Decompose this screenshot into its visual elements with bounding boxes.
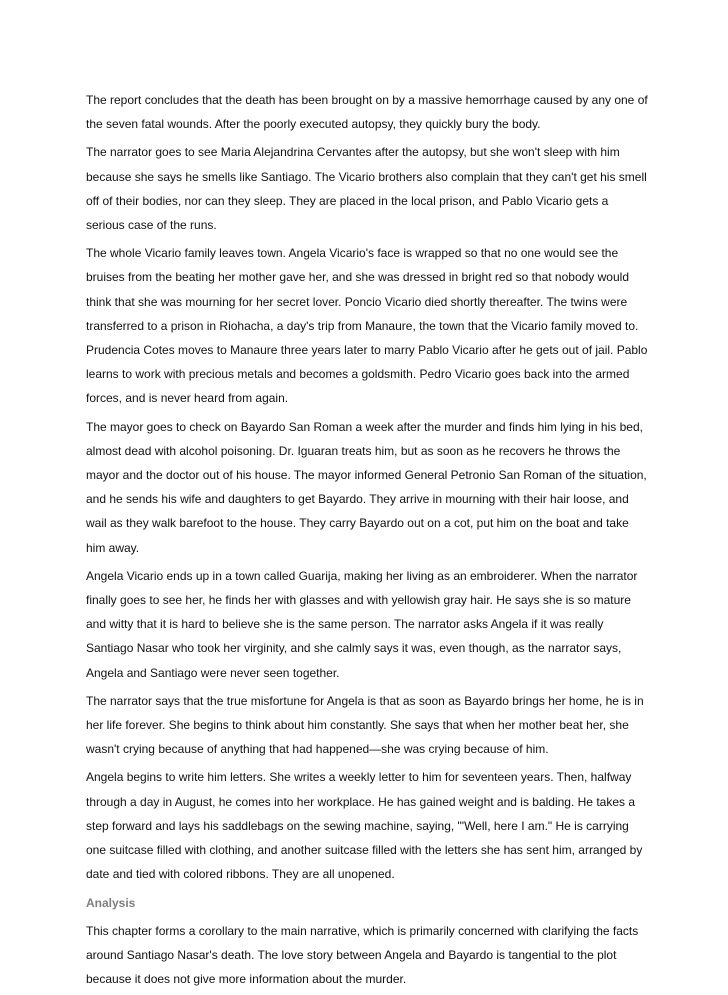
paragraph-autopsy-report: The report concludes that the death has been brought on by a massive hemorrhage caused by any one of the seven fatal wounds. After the poorly executed autopsy, they quickly bury the body. bbox=[86, 93, 648, 132]
document-page bbox=[86, 88, 648, 995]
paragraph-analysis: This chapter forms a corollary to the main narrative, which is primarily concerned with clarifying the facts around Santiago Nasar's death. The love story between Angela and Bayardo is tangential to the plot because it does not give more information about the murder. bbox=[86, 923, 639, 987]
paragraph-narrator-visit: The narrator goes to see Maria Alejandrina Cervantes after the autopsy, but she won't sleep with him because she says he smells like Santiago. The Vicario brothers also complain that they can't get his smell off of their bodies, nor can they sleep. They are placed in the local prison, and Pablo Vicario gets a serious case of the runs. bbox=[86, 145, 647, 233]
section-heading-analysis: Analysis bbox=[86, 895, 136, 910]
paragraph-angela-guarija: Angela Vicario ends up in a town called Guarija, making her living as an embroiderer. When the narrator finally goes to see her, he finds her with glasses and with yellowish gray hair. He says she is so mature and witty that it is hard to believe she is the same person. The narrator asks Angela if it was really Santiago Nasar who took her virginity, and she calmly says it was, even though, as the narrator says, Angela and Santiago were never seen together. bbox=[86, 568, 638, 680]
paragraph-misfortune: The narrator says that the true misfortune for Angela is that as soon as Bayardo brings her home, he is in her life forever. She begins to think about him constantly. She says that when her mother beat her, she wasn't crying because of anything that had happened—she was crying because of him. bbox=[86, 693, 644, 757]
paragraph-mayor-bayardo: The mayor goes to check on Bayardo San Roman a week after the murder and finds him lying in his bed, almost dead with alcohol poisoning. Dr. Iguaran treats him, but as soon as he recovers he throws the mayor and the doctor out of his house. The mayor informed General Petronio San Roman of the situation, and he sends his wife and daughters to get Bayardo. They arrive in mourning with their hair loose, and wail as they walk barefoot to the house. They carry Bayardo out on a cot, put him on the boat and take him away. bbox=[86, 419, 647, 555]
paragraph-family-leaves: The whole Vicario family leaves town. Angela Vicario's face is wrapped so that no one would see the bruises from the beating her mother gave her, and she was dressed in bright red so that nobody would think that she was mourning for her secret lover. Poncio Vicario died shortly thereafter. The twins were transferred to a prison in Riohacha, a day's trip from Manaure, the town that the Vicario family moved to. Prudencia Cotes moves to Manaure three years later to marry Pablo Vicario after he gets out of jail. Pablo learns to work with precious metals and becomes a goldsmith. Pedro Vicario goes back into the armed forces, and is never heard from again. bbox=[86, 246, 648, 406]
paragraph-letters: Angela begins to write him letters. She writes a weekly letter to him for seventeen years. Then, halfway through a day in August, he comes into her workplace. He has gained weight and is balding. He takes a step forward and lays his saddlebags on the sewing machine, saying, "'Well, here I am." He is carrying one suitcase filled with clothing, and another suitcase filled with the letters she has sent him, arranged by date and tied with colored ribbons. They are all unopened. bbox=[86, 770, 643, 882]
